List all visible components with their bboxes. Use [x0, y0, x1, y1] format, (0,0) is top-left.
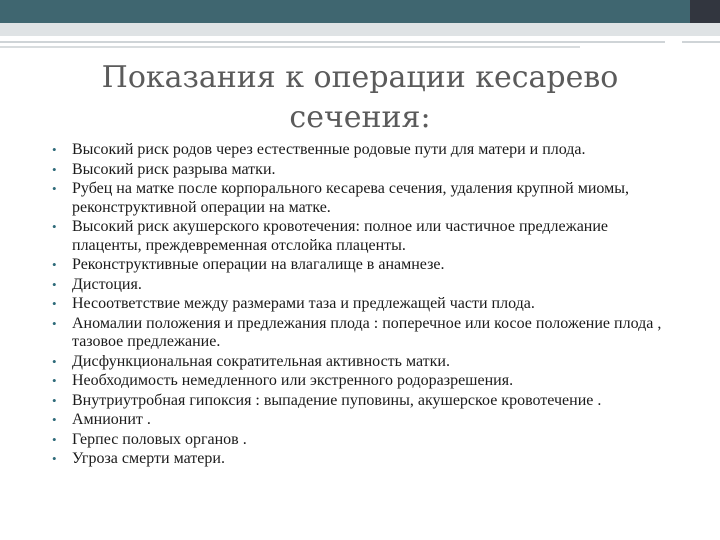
list-item-text: Герпес половых органов .: [72, 430, 247, 448]
decorative-line-right: [682, 41, 720, 43]
list-item-text: Амнионит .: [72, 411, 151, 428]
bullet-icon: •: [52, 451, 57, 466]
list-item-text: Несоответствие между размерами таза и предлежащей части плода.: [72, 295, 535, 312]
header-band-dark: [690, 0, 720, 23]
slide-title: [60, 58, 660, 138]
slide-title-line-2: сечения:: [289, 100, 431, 135]
list-item-text: Угроза смерти матери.: [72, 450, 225, 467]
list-item-text: Дисфункциональная сократительная активность матки.: [72, 352, 450, 370]
bullet-icon: •: [52, 142, 57, 157]
decorative-line-lower: [0, 46, 580, 48]
slide-title-line-1: Показания к операции кесарево: [101, 60, 619, 95]
list-item: [52, 450, 662, 469]
list-item: [52, 141, 662, 160]
bullet-icon: •: [52, 315, 57, 331]
list-item: [52, 256, 662, 275]
list-item-text: Внутриутробная гипоксия : выпадение пуповины, акушерское кровотечение .: [72, 391, 602, 409]
bullet-icon: •: [52, 412, 57, 427]
bullet-icon: •: [52, 373, 57, 388]
list-item-text: Дистоция.: [72, 275, 142, 293]
bullet-icon: •: [52, 181, 57, 196]
list-item-text: Рубец на матке после корпорального кесарева сечения, удаления крупной миомы, реконструктивной операции на матке.: [72, 180, 629, 216]
bullet-icon: •: [52, 296, 57, 311]
bullet-icon: •: [52, 392, 57, 408]
bullet-icon: •: [52, 353, 57, 369]
bullet-icon: •: [52, 431, 57, 447]
list-item: [52, 295, 662, 314]
list-item-text: Аномалии положения и предлежания плода : поперечное или косое положение плода , тазовое предлежание.: [72, 314, 662, 350]
list-item: [52, 411, 662, 430]
list-item: [52, 431, 662, 450]
bullet-icon: •: [52, 276, 57, 292]
list-item-text: Высокий риск акушерского кровотечения: полное или частичное предлежание плаценты, преждевременная отслойка плаценты.: [72, 218, 609, 254]
header-decoration: [0, 0, 720, 23]
list-item: [52, 180, 662, 217]
indications-list: [52, 141, 662, 470]
decorative-line-upper: [0, 41, 665, 43]
bullet-icon: •: [52, 219, 57, 234]
list-item: [52, 218, 662, 255]
list-item: [52, 161, 662, 180]
list-item: [52, 276, 662, 295]
list-item-text: Высокий риск родов через естественные родовые пути для матери и плода.: [72, 141, 586, 158]
list-item-text: Реконструктивные операции на влагалище в анамнезе.: [72, 256, 445, 273]
bullet-icon: •: [52, 257, 57, 272]
list-item-text: Высокий риск разрыва матки.: [72, 160, 276, 178]
bullet-icon: •: [52, 161, 57, 177]
header-band-light: [0, 23, 720, 36]
header-band-teal: [0, 0, 690, 23]
list-item: [52, 392, 662, 411]
list-item: [52, 353, 662, 372]
list-item-text: Необходимость немедленного или экстренного родоразрешения.: [72, 372, 514, 389]
list-item: [52, 315, 662, 352]
list-item: [52, 372, 662, 391]
